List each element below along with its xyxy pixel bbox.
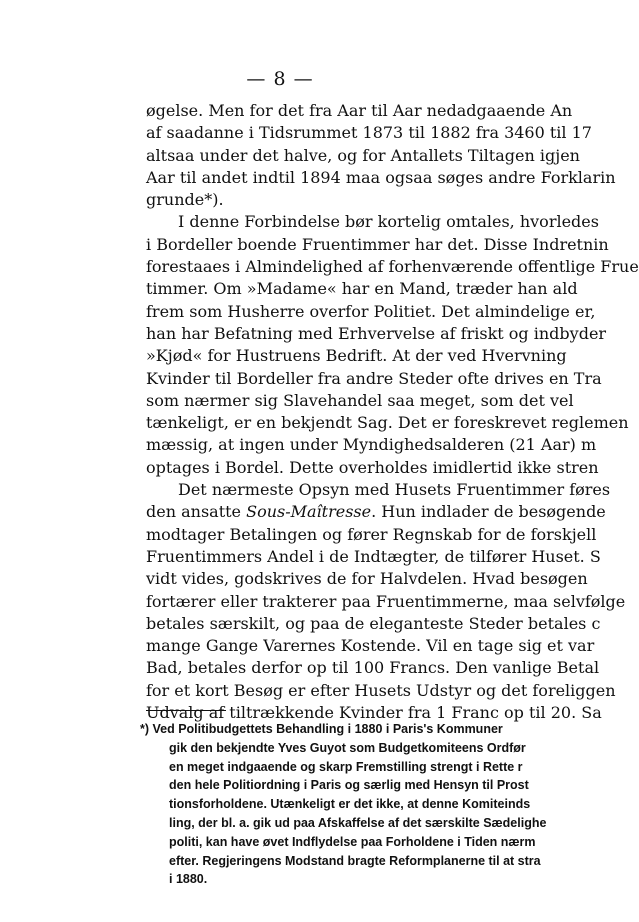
footnote-line: *) Ved Politibudgettets Behandling i 1880 i Paris's Kommuner (140, 722, 503, 736)
text-line: i Bordeller boende Fruentimmer har det. Disse Indretnin (146, 234, 609, 254)
text-line: Bad, betales derfor op til 100 Francs. Den vanlige Betal (146, 658, 600, 678)
text-line: Udvalg af tiltrækkende Kvinder fra 1 Franc op til 20. Sa (146, 703, 602, 723)
text-line: fortærer eller trakterer paa Fruentimmerne, maa selvfølge (146, 591, 626, 611)
page-number: — 8 — (246, 68, 314, 90)
text-line: modtager Betalingen og fører Regnskab for de forskjell (146, 524, 597, 544)
footnote-line: den hele Politiordning i Paris og særlig med Hensyn til Prost (169, 778, 529, 793)
text-line: af saadanne i Tidsrummet 1873 til 1882 fra 3460 til 17 (146, 123, 592, 143)
text-line: Kvinder til Bordeller fra andre Steder ofte drives en Tra (146, 368, 602, 388)
text-line: frem som Husherre overfor Politiet. Det almindelige er, (146, 301, 596, 321)
footnote-line: i 1880. (169, 872, 208, 887)
text-line: øgelse. Men for det fra Aar til Aar nedadgaaende An (146, 101, 573, 120)
text-line: Fruentimmers Andel i de Indtægter, de tilfører Huset. S (146, 546, 601, 566)
footnote-line: gik den bekjendte Yves Guyot som Budgetkomiteens Ordfør (169, 740, 526, 755)
text-line: den ansatte Sous-Maîtresse. Hun indlader de besøgende (146, 502, 606, 522)
text-line: forestaaes i Almindelighed af forhenværende offentlige Frue (146, 257, 639, 277)
footnote-line: tionsforholdene. Utænkeligt er det ikke, at denne Komiteinds (169, 797, 531, 812)
footnote-line: en meget indgaaende og skarp Fremstilling strengt i Rette r (169, 759, 523, 774)
text-line: grunde*). (146, 190, 224, 210)
text-line: mæssig, at ingen under Myndighedsalderen (21 Aar) m (146, 435, 597, 455)
text-line: timmer. Om »Madame« har en Mand, træder han ald (146, 279, 578, 299)
text-line: betales særskilt, og paa de eleganteste Steder betales c (146, 613, 601, 633)
body-text (146, 100, 639, 724)
footnotes (140, 720, 547, 889)
text-line: han har Befatning med Erhvervelse af friskt og indbyder (146, 323, 607, 343)
text-line: altsaa under det halve, og for Antallets Tiltagen igjen (146, 145, 580, 165)
footnote-line: efter. Regjeringens Modstand bragte Reformplanerne til at stra (169, 853, 541, 868)
text-line: som nærmer sig Slavehandel saa meget, som det vel (146, 390, 574, 410)
text-line: for et kort Besøg er efter Husets Udstyr og det foreliggen (146, 680, 616, 700)
footnote-separator (146, 710, 226, 711)
text-line: optages i Bordel. Dette overholdes imidlertid ikke stren (146, 457, 599, 477)
footnote-line: politi, kan have øvet Indflydelse paa Forholdene i Tiden nærm (169, 834, 536, 849)
footnote-line: ling, der bl. a. gik ud paa Afskaffelse af det særskilte Sædelighe (169, 815, 547, 830)
text-line: Det nærmeste Opsyn med Husets Fruentimmer føres (178, 480, 611, 500)
text-line: »Kjød« for Hustruens Bedrift. At der ved Hvervning (146, 346, 567, 366)
text-line: mange Gange Varernes Kostende. Vil en tage sig et var (146, 636, 595, 656)
text-line: I denne Forbindelse bør kortelig omtales, hvorledes (178, 212, 599, 232)
text-line: vidt vides, godskrives de for Halvdelen. Hvad besøgen (146, 569, 588, 589)
italic-term: Sous-Maîtresse (246, 502, 372, 522)
text-line: Aar til andet indtil 1894 maa ogsaa søges andre Forklarin (146, 167, 616, 187)
text-line: tænkeligt, er en bekjendt Sag. Det er foreskrevet reglemen (146, 413, 629, 433)
